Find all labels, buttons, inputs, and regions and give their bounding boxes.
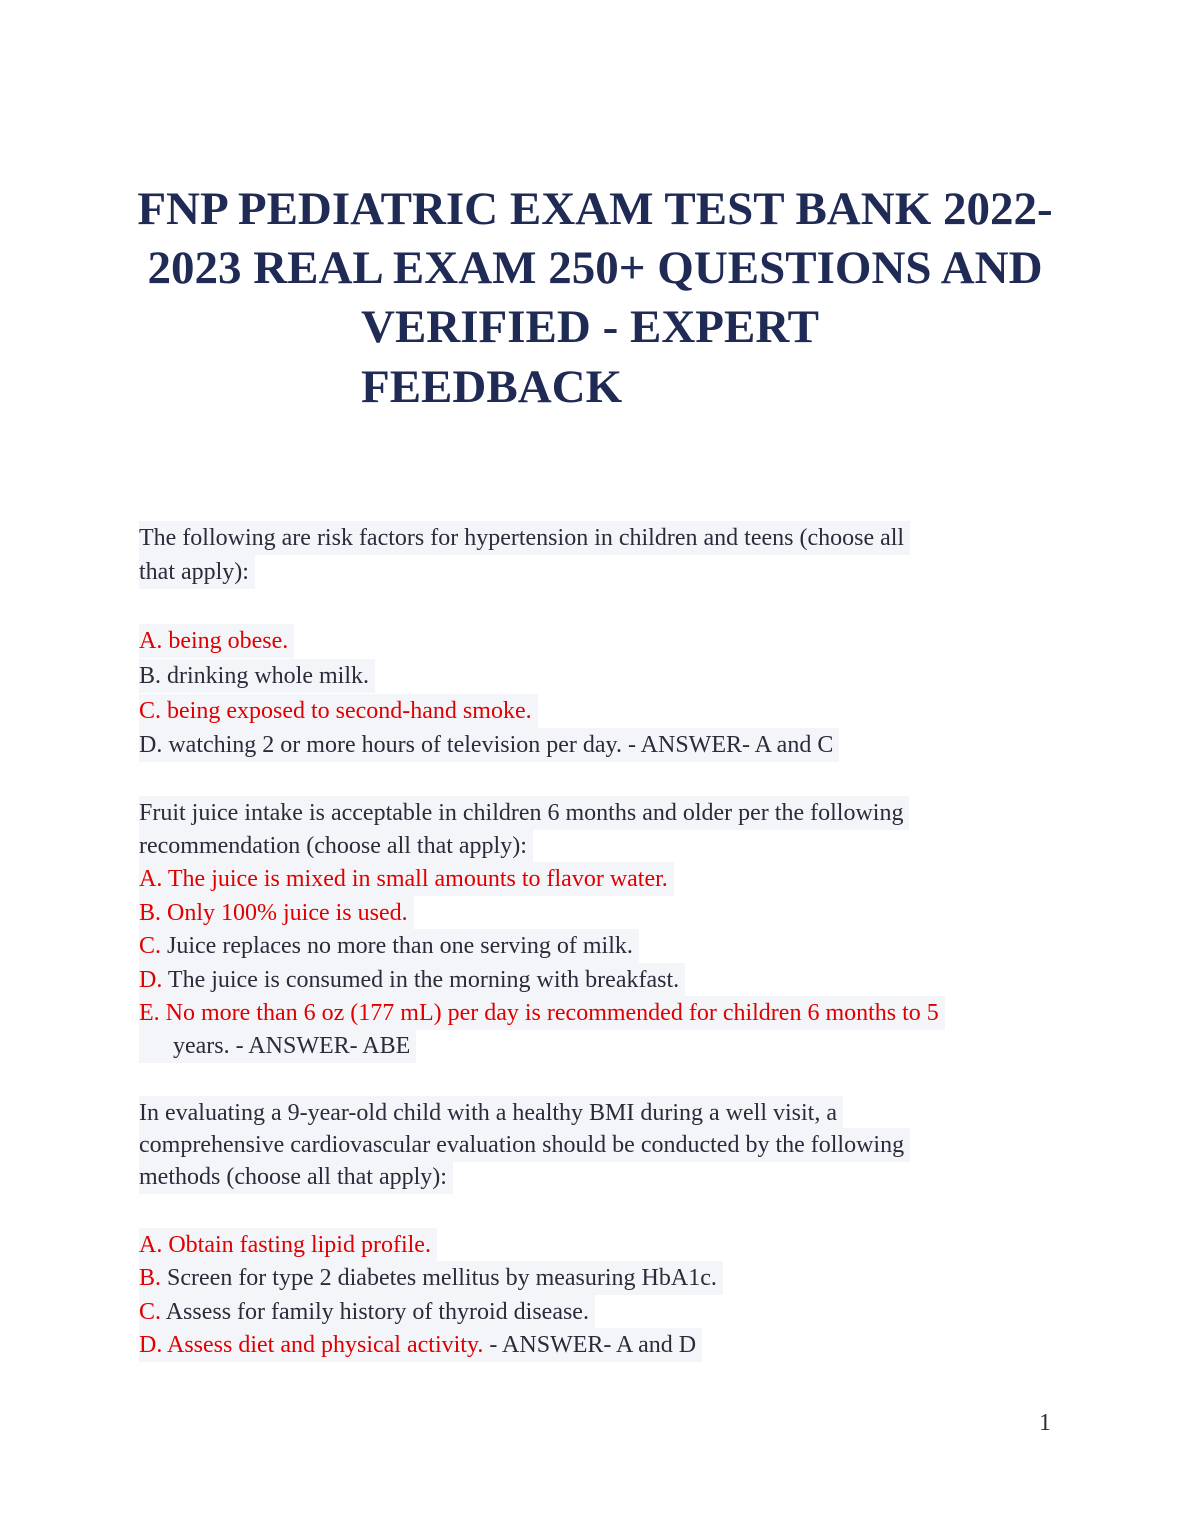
question-2-stem-line-1: Fruit juice intake is acceptable in children 6 months and older per the following <box>139 796 909 830</box>
question-2-option-e-continuation-answer: years. - ANSWER- ABE <box>139 1029 416 1063</box>
option-letter: D. <box>139 967 163 993</box>
option-letter: B. <box>139 1265 162 1291</box>
question-1-option-a: A. being obese. <box>139 624 294 658</box>
document-title-line-4: FEEDBACK <box>361 361 623 413</box>
document-title-line-1: FNP PEDIATRIC EXAM TEST BANK 2022- <box>137 183 1053 235</box>
question-2-stem-line-2: recommendation (choose all that apply): <box>139 829 533 863</box>
question-2-option-b: B. Only 100% juice is used. <box>139 896 414 930</box>
option-text: Screen for type 2 diabetes mellitus by measuring HbA1c. <box>161 1265 717 1291</box>
question-1-stem-line-1: The following are risk factors for hypertension in children and teens (choose all <box>139 521 910 555</box>
question-1-option-d-answer: D. watching 2 or more hours of television per day. - ANSWER- A and C <box>139 728 839 762</box>
question-3-stem-line-2: comprehensive cardiovascular evaluation should be conducted by the following <box>139 1128 910 1162</box>
option-text: The juice is consumed in the morning with breakfast. <box>162 967 680 993</box>
page-number: 1 <box>1039 1410 1051 1436</box>
question-1-option-c: C. being exposed to second-hand smoke. <box>139 694 538 728</box>
question-1-stem-line-2: that apply): <box>139 555 255 589</box>
question-3-stem-line-3: methods (choose all that apply): <box>139 1160 453 1194</box>
question-2-option-e: E. No more than 6 oz (177 mL) per day is recommended for children 6 months to 5 <box>139 996 945 1030</box>
question-3-option-d <box>139 1328 702 1362</box>
question-2-option-c <box>139 929 639 963</box>
question-3-option-a: A. Obtain fasting lipid profile. <box>139 1228 437 1262</box>
question-2-option-a: A. The juice is mixed in small amounts to flavor water. <box>139 862 674 896</box>
answer-text: - ANSWER- A and D <box>483 1332 697 1358</box>
option-text: D. Assess diet and physical activity. <box>139 1332 484 1358</box>
option-letter: C. <box>139 1299 162 1325</box>
option-text: Assess for family history of thyroid disease. <box>161 1299 589 1325</box>
question-3-option-b <box>139 1261 723 1295</box>
question-1-option-b: B. drinking whole milk. <box>139 659 375 693</box>
document-title-line-2: 2023 REAL EXAM 250+ QUESTIONS AND <box>147 242 1043 294</box>
option-text: Juice replaces no more than one serving of milk. <box>161 933 633 959</box>
question-3-stem-line-1: In evaluating a 9-year-old child with a healthy BMI during a well visit, a <box>139 1096 843 1130</box>
document-title-line-3: VERIFIED - EXPERT <box>361 301 819 353</box>
question-2-option-d <box>139 963 685 997</box>
question-3-option-c <box>139 1295 595 1329</box>
option-letter: C. <box>139 933 162 959</box>
